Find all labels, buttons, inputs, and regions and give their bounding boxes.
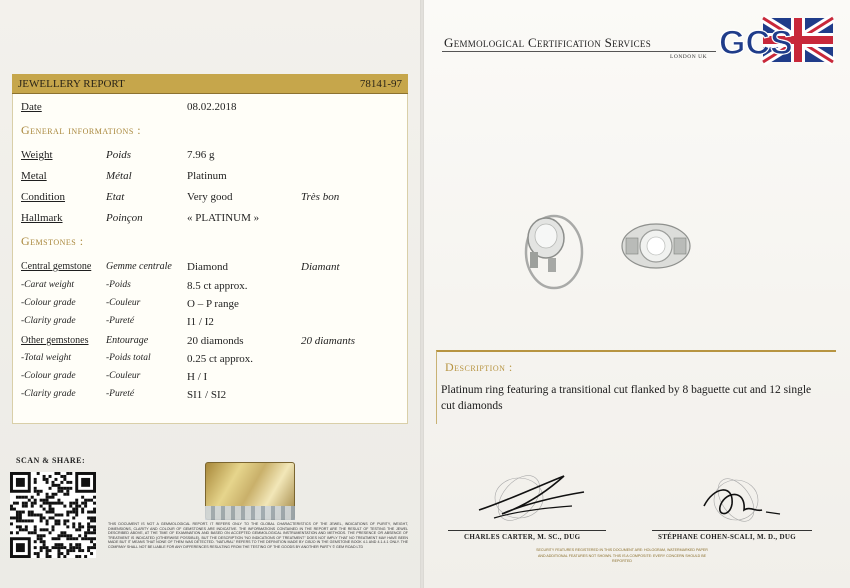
hallmark-label: Hallmark <box>21 212 63 224</box>
central-colour-label: -Colour grade <box>21 298 76 308</box>
central-clarity-value: I1 / I2 <box>187 316 214 328</box>
other-clarity-value: SI1 / SI2 <box>187 389 227 401</box>
central-gemstone-value: Diamond <box>187 261 228 273</box>
condition-fr-value: Très bon <box>301 191 340 203</box>
date-value: 08.02.2018 <box>187 101 237 113</box>
weight-fr: Poids <box>106 149 132 161</box>
signature-line-carter <box>448 530 606 531</box>
other-gemstones-fr: Entourage <box>106 335 149 346</box>
signature-line-cohen-scali <box>652 530 812 531</box>
qr-finder-pattern <box>10 472 31 493</box>
other-gemstones-fr-value: 20 diamants <box>301 335 356 347</box>
qr-code-graphic <box>10 472 96 558</box>
qr-code[interactable] <box>10 472 96 558</box>
description-text: Platinum ring featuring a transitional cut flanked by 8 baguette cut and 12 single cut diamonds <box>441 384 812 412</box>
weight-value: 7.96 g <box>187 149 215 161</box>
description-box <box>436 350 836 424</box>
left-page <box>0 0 420 588</box>
report-title: JEWELLERY REPORT <box>18 77 125 90</box>
right-page <box>424 0 850 588</box>
metal-value: Platinum <box>187 170 227 182</box>
security-fineprint: SECURITY FEATURES REGISTERED IN THIS DOCUMENT ARE: HOLOGRAM, WATERMARKED PAPER AND ADDITIONAL FEATURES NOT SHOWN. THIS IS A COMPOSITE: EVERY CONCERN SHOULD BE REPORTED <box>536 548 708 563</box>
central-clarity-fr: -Pureté <box>106 316 135 326</box>
qr-finder-pattern <box>75 472 96 493</box>
signatory-cohen-scali: STÉPHANE COHEN-SCALI, M. D., DUG <box>658 533 796 541</box>
general-section-title: General informations : <box>21 123 142 137</box>
hallmark-value: « PLATINUM » <box>187 212 260 224</box>
condition-value: Very good <box>187 191 233 203</box>
signature-carter <box>464 466 594 528</box>
gemstones-section-title: Gemstones : <box>21 234 84 248</box>
other-weight-value: 0.25 ct approx. <box>187 353 253 365</box>
other-clarity-label: -Clarity grade <box>21 389 76 399</box>
scan-share-title: SCAN & SHARE: <box>16 456 86 465</box>
other-weight-fr: -Poids total <box>106 353 151 363</box>
central-colour-fr: -Couleur <box>106 298 141 308</box>
signature-cohen-scali <box>684 466 814 528</box>
gcs-logo-text: GCS <box>719 24 793 62</box>
other-clarity-fr: -Pureté <box>106 389 135 399</box>
central-carat-fr: -Poids <box>106 280 131 290</box>
description-title: Description : <box>445 360 513 374</box>
report-number: 78141-97 <box>359 77 402 90</box>
other-gemstones-value: 20 diamonds <box>187 335 244 347</box>
date-label: Date <box>21 101 42 113</box>
central-gemstone-label: Central gemstone <box>21 261 92 272</box>
central-carat-value: 8.5 ct approx. <box>187 280 248 292</box>
condition-fr: Etat <box>106 191 125 203</box>
disclaimer-text: THIS DOCUMENT IS NOT A GEMMOLOGICAL REPORT. IT REFERS ONLY TO THE GLOBAL CHARACTERISTICS OF THE JEWEL, INDICATIONS OF PURITY, WEIGHT, DIMENSIONS, CLARITY AND COLOUR OF GEMSTONES ARE INDICATIVE. THE INFORMATIONS CONTAINED IN THE REPORT ARE THE RESULT OF TESTING THE JEWEL DESCRIBED ABOVE, AT THE TIME OF EXAMINATION AND BASED ON ACCEPTED GEMMOLOGICAL INSTRUMENTATION AND METHODS. THE PRESENCE OR ABSENCE OF TREATMENT IS INDICATED (OTHERWISE POSSIBLE), BUT THE DESCRIPTION "NO INDICATIONS OF TREATMENT" DOES NOT IMPLY THAT NO TREATMENT MAY HAVE BEEN MADE BUT IT MEANS THAT NONE OF THEM WAS DETECTED. "NATURAL" REFERS TO THE DEFINITION MADE BY CIBJO IN THE GEMSTONE BOOK 4.1 AND 4.1.4.1 ONLY. THE COMPANY SHALL NOT BE LIABLE FOR ANY DIFFERENCES RESULTING FROM THE TESTING OF THE GOODS BY ANOTHER PARTY © GEM ROAD LTD <box>108 522 408 549</box>
other-gemstones-label: Other gemstones <box>21 335 89 346</box>
other-colour-value: H / I <box>187 371 208 383</box>
qr-finder-pattern <box>10 537 31 558</box>
hologram-strip <box>205 506 295 520</box>
gcs-title: Gemmological Certification Services <box>444 35 652 50</box>
title-divider <box>442 51 716 52</box>
metal-label: Metal <box>21 170 47 182</box>
ring-photo <box>504 200 724 300</box>
weight-label: Weight <box>21 149 53 161</box>
central-clarity-label: -Clarity grade <box>21 316 76 326</box>
condition-label: Condition <box>21 191 66 203</box>
metal-fr: Métal <box>106 170 132 182</box>
report-body <box>12 94 408 424</box>
central-carat-label: -Carat weight <box>21 280 75 290</box>
central-gemstone-fr: Gemme centrale <box>106 261 172 272</box>
gcs-subtitle: LONDON UK <box>670 54 708 60</box>
other-colour-label: -Colour grade <box>21 371 76 381</box>
central-gemstone-fr-value: Diamant <box>301 261 340 273</box>
gcs-logo <box>717 14 835 66</box>
signatory-carter: CHARLES CARTER, M. SC., DUG <box>464 533 581 541</box>
hallmark-fr: Poinçon <box>106 212 143 224</box>
central-colour-value: O – P range <box>187 298 239 310</box>
ring-top-view <box>622 224 690 268</box>
ring-side-view <box>526 216 582 288</box>
other-weight-label: -Total weight <box>21 353 72 363</box>
other-colour-fr: -Couleur <box>106 371 141 381</box>
report-header <box>12 74 408 94</box>
